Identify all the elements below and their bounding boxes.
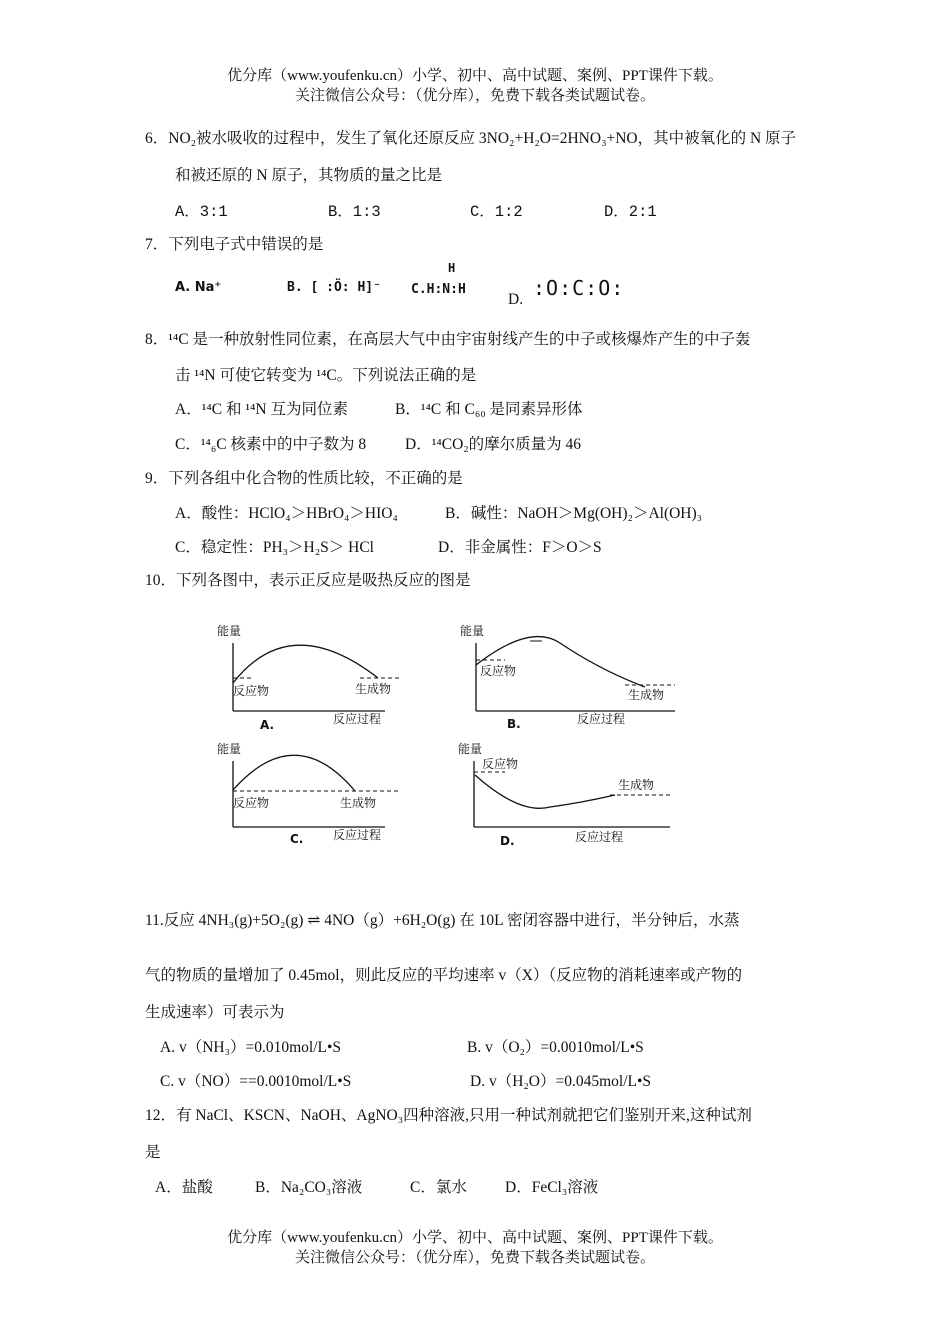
q7-option-d-label: D. xyxy=(508,291,524,308)
header-line-2: 关注微信公众号：（优分库），免费下载各类试题试卷。 xyxy=(294,88,655,104)
panel-c-y-label: 能量 xyxy=(217,742,242,756)
q9-option-a: A．酸性：HClO₄＞HBrO₄＞HIO₄ xyxy=(175,505,398,522)
q6-line-1: 6．NO₂被水吸收的过程中，发生了氧化还原反应 3NO₂+H₂O=2HNO₃+NO，其中被氧化的 N 原子 xyxy=(145,130,797,147)
panel-b-x-label: 反应过程 xyxy=(577,712,626,726)
q10-stem: 10．下列各图中，表示正反应是吸热反应的图是 xyxy=(145,572,471,589)
q7-option-a: A. Na⁺ xyxy=(175,280,222,295)
q9-option-d: D．非金属性：F＞O＞S xyxy=(438,539,602,556)
panel-c xyxy=(217,741,400,846)
q7-option-d: :O:C:O: xyxy=(533,276,625,300)
panel-a-label: A. xyxy=(260,718,275,732)
q12-option-b: B．Na₂CO₃溶液 xyxy=(255,1179,363,1196)
panel-a-product: 生成物 xyxy=(355,682,392,696)
q6-option-a: A．3:1 xyxy=(175,203,228,221)
q6-line-2: 和被还原的 N 原子，其物质的量之比是 xyxy=(175,167,442,184)
panel-b-product: 生成物 xyxy=(628,688,665,702)
panel-a-reactant: 反应物 xyxy=(233,684,270,698)
q8-option-a: A．¹⁴C 和 ¹⁴N 互为同位素 xyxy=(175,401,348,418)
panel-d-reactant: 反应物 xyxy=(482,757,519,771)
panel-d-y-label: 能量 xyxy=(458,742,483,756)
footer-line-2: 关注微信公众号：（优分库），免费下载各类试题试卷。 xyxy=(294,1250,655,1266)
q9-stem: 9．下列各组中化合物的性质比较，不正确的是 xyxy=(145,470,463,487)
panel-d-product: 生成物 xyxy=(618,778,655,792)
panel-d xyxy=(458,741,670,848)
q12-option-d: D．FeCl₃溶液 xyxy=(505,1179,599,1196)
q8-line-1: 8．¹⁴C 是一种放射性同位素，在高层大气中由宇宙射线产生的中子或核爆炸产生的中子轰 xyxy=(145,331,751,348)
footer-line-1: 优分库（www.youfenku.cn）小学、初中、高中试题、案例、PPT课件下载。 xyxy=(227,1230,723,1246)
q10-energy-diagrams xyxy=(200,615,720,855)
q7-option-c-hydrogen: H xyxy=(448,261,456,275)
q9-option-c: C．稳定性：PH₃＞H₂S＞ HCl xyxy=(175,539,374,556)
panel-d-label: D. xyxy=(500,834,515,848)
q6-option-c: C．1:2 xyxy=(470,203,523,221)
panel-b-label: B. xyxy=(507,717,521,731)
panel-c-product: 生成物 xyxy=(340,796,377,810)
q6-option-d: D．2:1 xyxy=(604,203,657,221)
q11-line-3: 生成速率）可表示为 xyxy=(145,1004,285,1021)
q11-option-c: C. v（NO）==0.0010mol/L•S xyxy=(160,1073,352,1090)
q7-option-c: C.H:N:H xyxy=(411,282,466,297)
panel-c-x-label: 反应过程 xyxy=(333,828,382,842)
panel-a-y-label: 能量 xyxy=(217,624,242,638)
q7-option-b: B. [ :Ö: H]⁻ xyxy=(287,280,381,295)
q11-line-1: 11.反应 4NH₃(g)+5O₂(g) ⇌ 4NO（g）+6H₂O(g) 在 10L 密闭容器中进行，半分钟后，水蒸 xyxy=(145,912,740,929)
panel-b-reactant: 反应物 xyxy=(480,664,517,678)
q12-line-1: 12．有 NaCl、KSCN、NaOH、AgNO₃四种溶液,只用一种试剂就把它们鉴别开来,这种试剂 xyxy=(145,1107,752,1124)
q8-option-d: D．¹⁴CO₂的摩尔质量为 46 xyxy=(405,436,582,453)
panel-c-reactant: 反应物 xyxy=(233,796,270,810)
q7-stem: 7．下列电子式中错误的是 xyxy=(145,236,324,253)
panel-b-y-label: 能量 xyxy=(460,624,485,638)
q11-line-2: 气的物质的量增加了 0.45mol，则此反应的平均速率 v（X）（反应物的消耗速率或产物的 xyxy=(145,967,743,984)
q11-option-d: D. v（H₂O）=0.045mol/L•S xyxy=(470,1073,652,1090)
q6-option-b: B．1:3 xyxy=(328,203,381,221)
q11-option-b: B. v（O₂）=0.0010mol/L•S xyxy=(467,1039,644,1056)
q8-option-c: C．¹⁴₆C 核素中的中子数为 8 xyxy=(175,436,367,453)
q11-option-a: A. v（NH₃）=0.010mol/L•S xyxy=(160,1039,342,1056)
q8-option-b: B．¹⁴C 和 C₆₀ 是同素异形体 xyxy=(395,401,583,418)
q9-option-b: B．碱性：NaOH＞Mg(OH)₂＞Al(OH)₃ xyxy=(445,505,703,522)
header-line-1: 优分库（www.youfenku.cn）小学、初中、高中试题、案例、PPT课件下载。 xyxy=(227,68,723,84)
panel-b xyxy=(460,623,675,731)
q8-line-2: 击 ¹⁴N 可使它转变为 ¹⁴C。下列说法正确的是 xyxy=(175,367,477,384)
panel-a xyxy=(217,623,400,732)
q12-line-2: 是 xyxy=(145,1144,161,1161)
q12-option-a: A．盐酸 xyxy=(155,1179,213,1196)
panel-a-x-label: 反应过程 xyxy=(333,712,382,726)
panel-d-x-label: 反应过程 xyxy=(575,830,624,844)
panel-c-label: C. xyxy=(290,832,304,846)
q12-option-c: C．氯水 xyxy=(410,1179,467,1196)
